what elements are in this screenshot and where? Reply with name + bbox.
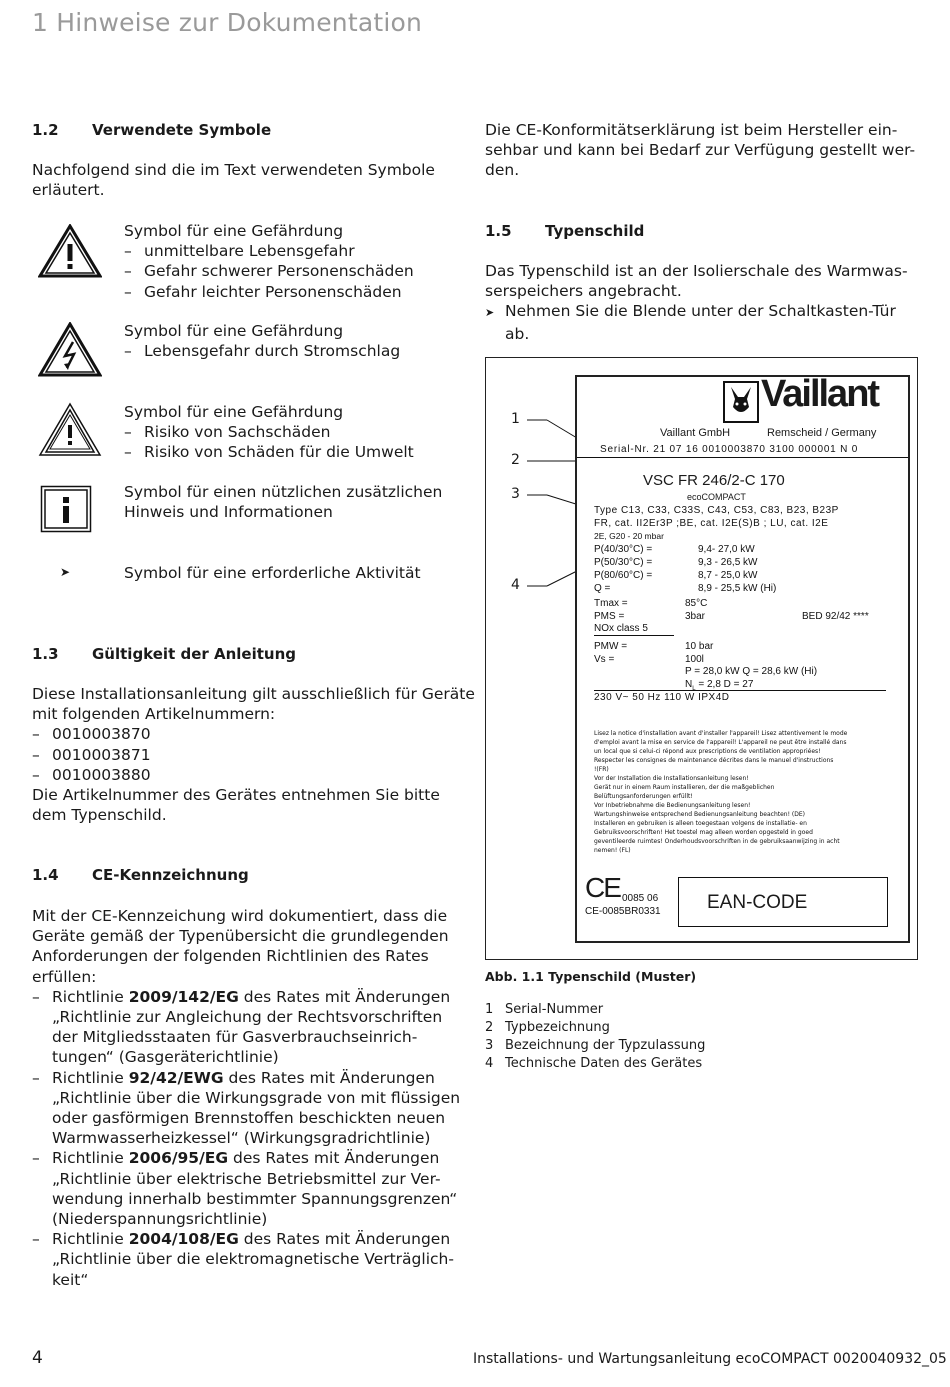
- dash: –: [124, 242, 132, 261]
- section-1-4-heading: [32, 866, 249, 884]
- ean-code-label: EAN-CODE: [707, 892, 808, 913]
- legend-text: Bezeichnung der Typzulassung: [505, 1038, 706, 1053]
- section-1-3-heading: [32, 645, 296, 663]
- callout-1: 1: [511, 411, 520, 427]
- type-approval-line: 2E, G20 - 20 mbar: [594, 531, 664, 541]
- symbol-desc-1: [124, 221, 414, 302]
- directive-item: [32, 1229, 472, 1290]
- nl-subscript: L: [692, 686, 696, 692]
- legend-text: Typbezeichnung: [505, 1020, 610, 1035]
- dash: –: [32, 1068, 40, 1087]
- callout-3: 3: [511, 486, 520, 502]
- section-title: CE-Kennzeichnung: [92, 866, 249, 884]
- spec-value: 3bar: [685, 611, 706, 622]
- symbol-desc-5: [124, 563, 421, 583]
- section-number: 1.4: [32, 866, 59, 884]
- body-line: Anforderungen der folgenden Richtlinien des Rates: [32, 947, 429, 966]
- symbol-item: Lebensgefahr durch Stromschlag: [144, 342, 401, 361]
- spec-value: 100l: [685, 654, 704, 665]
- directive-text: Richtlinie: [52, 987, 129, 1006]
- legend-number: 1: [485, 1002, 494, 1017]
- arrow-icon: ➤: [485, 306, 495, 320]
- symbol-desc-4: [124, 482, 442, 522]
- spec-label: Vs =: [594, 654, 615, 665]
- callout-2: 2: [511, 452, 520, 468]
- symbol-desc-line: Hinweis und Informationen: [124, 503, 333, 522]
- intro-line: Nachfolgend sind die im Text verwendeten Symbole: [32, 161, 435, 179]
- notice-line: Belüftungsanforderungen erfüllt!: [594, 793, 693, 800]
- spec-value: 10 bar: [685, 641, 714, 652]
- notice-line: Respecter les consignes de maintenance décrites dans le manuel d'instructions: [594, 757, 834, 764]
- nl-value: = 2,8 D = 27: [695, 679, 754, 690]
- symbol-desc-line: Symbol für eine Gefährdung: [124, 322, 344, 340]
- spec-value: 85°C: [685, 598, 708, 609]
- section-title: Verwendete Symbole: [92, 121, 272, 139]
- directive-line: oder gasförmigen Brennstoffen beschickten neuen: [52, 1109, 446, 1128]
- notice-line: Lisez la notice d'installation avant d'installer l'appareil! Lisez attentivement le mode: [594, 730, 848, 737]
- directive-line: tungen“ (Gasgeräterichtlinie): [52, 1048, 279, 1067]
- spec-label: P(40/30°C) =: [594, 544, 653, 555]
- figure-caption: Abb. 1.1 Typenschild (Muster): [485, 969, 697, 984]
- page-header-title: 1 Hinweise zur Dokumentation: [32, 8, 423, 37]
- brand-name: Vaillant: [761, 373, 879, 415]
- notice-line: Gerät nur in einem Raum installieren, der die maßgeblichen: [594, 784, 775, 791]
- spec-directive: BED 92/42 ****: [802, 611, 869, 622]
- model-series: ecoCOMPACT: [687, 492, 746, 502]
- company-name: Vaillant GmbH: [660, 427, 731, 439]
- divider: [594, 635, 674, 636]
- body-line: sehbar und kann bei Bedarf zur Verfügung gestellt wer-: [485, 141, 916, 160]
- action-text: Nehmen Sie die Blende unter der Schaltkasten-Tür: [505, 302, 896, 321]
- directive-item: [32, 987, 472, 1068]
- section-1-3-body: [32, 684, 475, 825]
- directive-line: der Mitgliedsstaaten für Gasverbrauchseinrich-: [52, 1028, 418, 1047]
- directive-item: [32, 1068, 472, 1149]
- directive-text: des Rates mit Änderungen: [223, 1068, 435, 1087]
- directive-line: „Richtlinie zur Angleichung der Rechtsvorschriften: [52, 1008, 443, 1027]
- spec-label: P(50/30°C) =: [594, 557, 653, 568]
- warning-triangle-icon: [38, 224, 102, 278]
- notice-line: !(FR): [594, 766, 609, 773]
- dash: –: [124, 443, 132, 462]
- info-icon: [40, 485, 92, 533]
- section-1-5-heading: [485, 222, 644, 240]
- ce-mark-icon: CE: [585, 872, 620, 903]
- notice-line: geventileerde ruimtes! Onderhoudsvoorschriften in de gebruiksaanwijzing in acht: [594, 838, 840, 845]
- symbol-item: Risiko von Sachschäden: [144, 423, 331, 442]
- directive-line: keit“: [52, 1270, 89, 1289]
- directive-text: Richtlinie: [52, 1230, 129, 1249]
- nl-symbol: N: [685, 679, 693, 690]
- symbol-item: Risiko von Schäden für die Umwelt: [144, 443, 414, 462]
- spec-value: 9,3 - 26,5 kW: [698, 557, 758, 568]
- ce-number: 0085 06: [622, 893, 659, 904]
- divider: [577, 457, 908, 458]
- document-title: Installations- und Wartungsanleitung ecoCOMPACT 0020040932_05: [473, 1351, 947, 1367]
- dash: –: [124, 282, 132, 301]
- spec-value: 8,9 - 25,5 kW (Hi): [698, 583, 777, 594]
- notice-line: d'emploi avant la mise en service de l'appareil! L'appareil ne peut être installé dans: [594, 739, 847, 746]
- dash: –: [124, 423, 132, 442]
- body-line: Die Artikelnummer des Gerätes entnehmen Sie bitte: [32, 786, 440, 805]
- dash: –: [124, 342, 132, 361]
- vaillant-hare-logo: [723, 381, 759, 423]
- caution-triangle-icon: [38, 402, 102, 458]
- directive-line: Warmwasserheizkessel“ (Wirkungsgradrichtlinie): [52, 1129, 431, 1148]
- notice-line: Gebruiksvoorschriften! Het toestel mag alleen worden opgesteld in goed: [594, 829, 813, 836]
- dash: –: [32, 987, 40, 1006]
- notice-line: Vor der Installation die Installationsanleitung lesen!: [594, 775, 749, 782]
- legend-number: 2: [485, 1020, 494, 1035]
- symbol-desc-2: [124, 321, 400, 361]
- dash: –: [32, 765, 40, 784]
- symbol-desc-line: Symbol für eine Gefährdung: [124, 403, 344, 421]
- spec-value: 9,4- 27,0 kW: [698, 544, 755, 555]
- intro-line: erläutert.: [32, 181, 105, 200]
- legend-text: Technische Daten des Gerätes: [505, 1056, 703, 1071]
- body-line: erfüllen:: [32, 967, 97, 986]
- section-1-4-body: [32, 906, 472, 1290]
- dash: –: [32, 725, 40, 744]
- body-line: Geräte gemäß der Typenübersicht die grundlegenden: [32, 927, 449, 946]
- symbol-desc-3: [124, 402, 414, 463]
- spec-label: Tmax =: [594, 598, 628, 609]
- type-approval-line: FR, cat. II2Er3P ;BE, cat. I2E(S)B ; LU, cat. I2E: [594, 518, 829, 529]
- symbol-desc-line: Symbol für eine Gefährdung: [124, 222, 344, 240]
- notice-line: un local que si celui-ci répond aux prescriptions de ventilation appropriées!: [594, 748, 821, 755]
- body-line: serspeichers angebracht.: [485, 282, 682, 301]
- symbol-item: Gefahr schwerer Personenschäden: [144, 262, 414, 281]
- body-line: dem Typenschild.: [32, 806, 167, 825]
- ean-code-box: [678, 877, 888, 927]
- page-number: 4: [32, 1348, 43, 1368]
- directive-text: Richtlinie: [52, 1068, 129, 1087]
- directive-number: 2009/142/EG: [128, 987, 239, 1006]
- symbol-desc-line: Symbol für einen nützlichen zusätzlichen: [124, 483, 443, 501]
- directive-line: „Richtlinie über die elektromagnetische Verträglich-: [52, 1250, 454, 1269]
- body-line: den.: [485, 161, 520, 180]
- directive-line: wendung innerhalb bestimmter Spannungsgrenzen“: [52, 1189, 458, 1208]
- section-number: 1.2: [32, 121, 59, 139]
- model-name: VSC FR 246/2-C 170: [643, 472, 785, 489]
- section-number: 1.5: [485, 222, 512, 240]
- directive-number: 92/42/EWG: [128, 1068, 224, 1087]
- body-line: Diese Installationsanleitung gilt ausschließlich für Geräte: [32, 685, 475, 703]
- symbol-desc-line: Symbol für eine erforderliche Aktivität: [124, 564, 421, 582]
- section-number: 1.3: [32, 645, 59, 663]
- body-line: Die CE-Konformitätserklärung ist beim Hersteller ein-: [485, 121, 898, 139]
- notice-line: Wartungshinweise entsprechend Bedienungsanleitung beachten! (DE): [594, 811, 805, 818]
- article-number: 0010003880: [52, 765, 151, 784]
- spec-label: PMW =: [594, 641, 628, 652]
- section-1-2-intro: [32, 160, 462, 200]
- action-text: ab.: [505, 324, 530, 343]
- directive-item: [32, 1148, 472, 1229]
- directive-text: des Rates mit Änderungen: [238, 1230, 451, 1249]
- nox-class: NOx class 5: [594, 623, 648, 634]
- section-1-2-heading: [32, 121, 271, 139]
- spec-label: Q =: [594, 583, 611, 594]
- spec-label: P(80/60°C) =: [594, 570, 653, 581]
- legend-number: 4: [485, 1056, 494, 1071]
- spec-value: 8,7 - 25,0 kW: [698, 570, 758, 581]
- symbol-item: unmittelbare Lebensgefahr: [144, 242, 355, 261]
- company-city: Remscheid / Germany: [767, 427, 877, 439]
- directive-text: Richtlinie: [52, 1149, 129, 1168]
- dash: –: [32, 1230, 40, 1249]
- divider: [594, 690, 886, 691]
- directive-line: „Richtlinie über die Wirkungsgrade von mit flüssigen: [52, 1088, 461, 1107]
- symbol-item: Gefahr leichter Personenschäden: [144, 282, 402, 301]
- body-line: Das Typenschild ist an der Isolierschale des Warmwas-: [485, 262, 908, 280]
- ce-code: CE-0085BR0331: [585, 906, 661, 917]
- directive-text: des Rates mit Änderungen: [238, 987, 451, 1006]
- notice-line: Installeren en gebruiken is alleen toegestaan volgens de installatie- en: [594, 820, 807, 827]
- legend-text: Serial-Nummer: [505, 1002, 604, 1017]
- directive-text: des Rates mit Änderungen: [228, 1149, 440, 1168]
- body-line: Mit der CE-Kennzeichung wird dokumentiert, dass die: [32, 907, 448, 925]
- directive-line: „Richtlinie über elektrische Betriebsmittel zur Ver-: [52, 1169, 441, 1188]
- article-number: 0010003871: [52, 745, 151, 764]
- type-plate: [575, 375, 910, 943]
- legend-number: 3: [485, 1038, 494, 1053]
- dash: –: [124, 262, 132, 281]
- notice-line: Vor Inbetriebnahme die Bedienungsanleitung lesen!: [594, 802, 751, 809]
- electrical-data: 230 V~ 50 Hz 110 W IPX4D: [594, 692, 730, 703]
- notice-line: nemen! (FL): [594, 847, 631, 854]
- section-1-5-body: [485, 261, 925, 344]
- directive-number: 2004/108/EG: [128, 1230, 239, 1249]
- figure-legend: [485, 1001, 705, 1073]
- spec-value: P = 28,0 kW Q = 28,6 kW (Hi): [685, 666, 818, 677]
- dash: –: [32, 745, 40, 764]
- section-title: Gültigkeit der Anleitung: [92, 645, 297, 663]
- spec-label: PMS =: [594, 611, 625, 622]
- arrow-icon: ➤: [60, 565, 71, 579]
- section-title: Typenschild: [545, 222, 645, 240]
- electric-shock-icon: [38, 322, 102, 378]
- type-approval-line: Type C13, C33, C33S, C43, C53, C83, B23, B23P: [594, 505, 839, 516]
- body-line: mit folgenden Artikelnummern:: [32, 705, 276, 724]
- serial-number: Serial-Nr. 21 07 16 0010003870 3100 000001 N 0: [600, 444, 859, 455]
- ce-declaration-text: [485, 120, 925, 181]
- dash: –: [32, 1149, 40, 1168]
- directive-line: (Niederspannungsrichtlinie): [52, 1210, 268, 1229]
- article-number: 0010003870: [52, 725, 151, 744]
- directive-number: 2006/95/EG: [128, 1149, 229, 1168]
- callout-4: 4: [511, 577, 520, 593]
